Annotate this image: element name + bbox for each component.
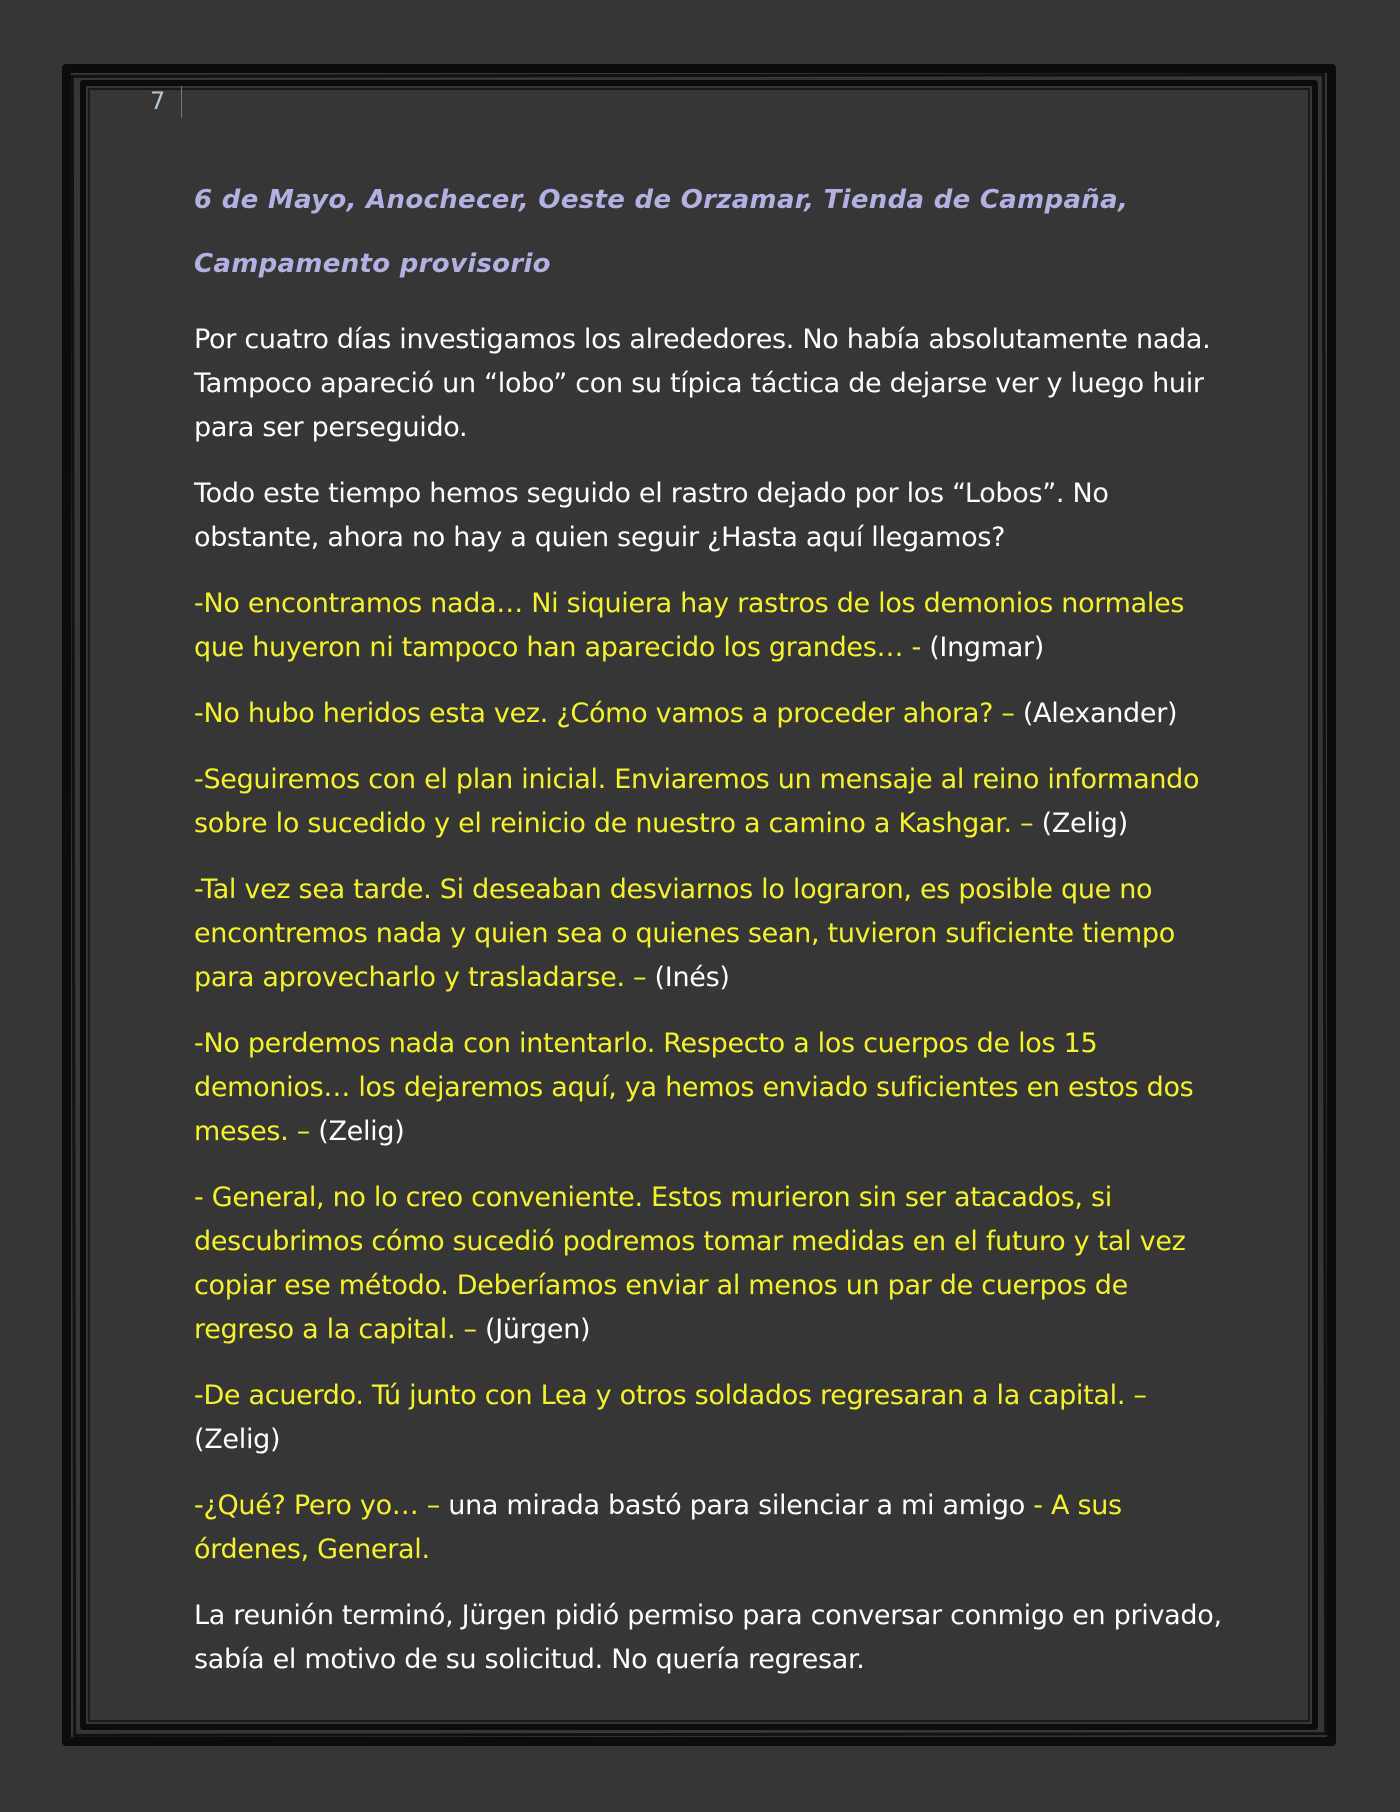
dialogue-line: - General, no lo creo conveniente. Estos murieron sin ser atacados, si descubrimos cómo sucedió podremos tomar medidas en el futuro y tal vez copiar ese método. Deberíamos enviar al menos un par de cuerpos de regreso a la capital. –	[194, 1182, 1186, 1345]
dialogue-line: -Tal vez sea tarde. Si deseaban desviarnos lo lograron, es posible que no encontremos nada y quien sea o quienes sean, tuvieron suficiente tiempo para aprovecharlo y trasladarse. –	[194, 874, 1175, 993]
dialogue-line: -De acuerdo. Tú junto con Lea y otros soldados regresaran a la capital. –	[194, 1380, 1147, 1411]
narration-paragraph: La reunión terminó, Jürgen pidió permiso para conversar conmigo en privado, sabía el motivo de su solicitud. No quería regresar.	[194, 1600, 1222, 1675]
dialogue-line: -¿Qué? Pero yo… –	[194, 1490, 449, 1521]
speaker-name: (Alexander)	[1022, 698, 1178, 729]
dialogue-line: -No hubo heridos esta vez. ¿Cómo vamos a proceder ahora? –	[194, 698, 1023, 729]
dialogue-line: -Seguiremos con el plan inicial. Enviaremos un mensaje al reino informando sobre lo sucedido y el reinicio de nuestro a camino a Kashgar. –	[194, 764, 1200, 839]
dialogue-paragraph	[194, 868, 1224, 1000]
narration-paragraph: Todo este tiempo hemos seguido el rastro dejado por los “Lobos”. No obstante, ahora no hay a quien seguir ¿Hasta aquí llegamos?	[194, 478, 1109, 553]
narration-paragraph: Por cuatro días investigamos los alrededores. No había absolutamente nada. Tampoco apareció un “lobo” con su típica táctica de dejarse ver y luego huir para ser perseguido.	[194, 324, 1211, 443]
dialogue-paragraph	[194, 758, 1224, 846]
dialogue-line: - A sus órdenes, General.	[194, 1490, 1122, 1565]
speaker-name: (Zelig)	[194, 1424, 281, 1455]
dialogue-paragraph	[194, 1374, 1224, 1462]
speaker-name: (Jürgen)	[485, 1314, 591, 1345]
dialogue-paragraph	[194, 692, 1224, 736]
page-number: 7	[150, 86, 182, 118]
dialogue-paragraph	[194, 1176, 1224, 1352]
dialogue-line: -No perdemos nada con intentarlo. Respecto a los cuerpos de los 15 demonios… los dejaremos aquí, ya hemos enviado suficientes en estos dos meses. –	[194, 1028, 1194, 1147]
dialogue-paragraph	[194, 1022, 1224, 1154]
speaker-name: (Zelig)	[318, 1116, 405, 1147]
page-content	[194, 168, 1224, 1704]
speaker-name: (Zelig)	[1041, 808, 1128, 839]
dialogue-paragraph	[194, 582, 1224, 670]
narration-inline: una mirada bastó para silenciar a mi amigo	[448, 1490, 1025, 1521]
speaker-name: (Inés)	[654, 962, 730, 993]
dialogue-line: -No encontramos nada… Ni siquiera hay rastros de los demonios normales que huyeron ni tampoco han aparecido los grandes… -	[194, 588, 1185, 663]
dialogue-paragraph	[194, 1484, 1224, 1572]
heading-line-1: 6 de Mayo, Anochecer, Oeste de Orzamar, Tienda de Campaña,	[194, 185, 1129, 215]
chapter-heading	[194, 168, 1224, 296]
heading-line-2: Campamento provisorio	[194, 249, 551, 279]
speaker-name: (Ingmar)	[929, 632, 1045, 663]
